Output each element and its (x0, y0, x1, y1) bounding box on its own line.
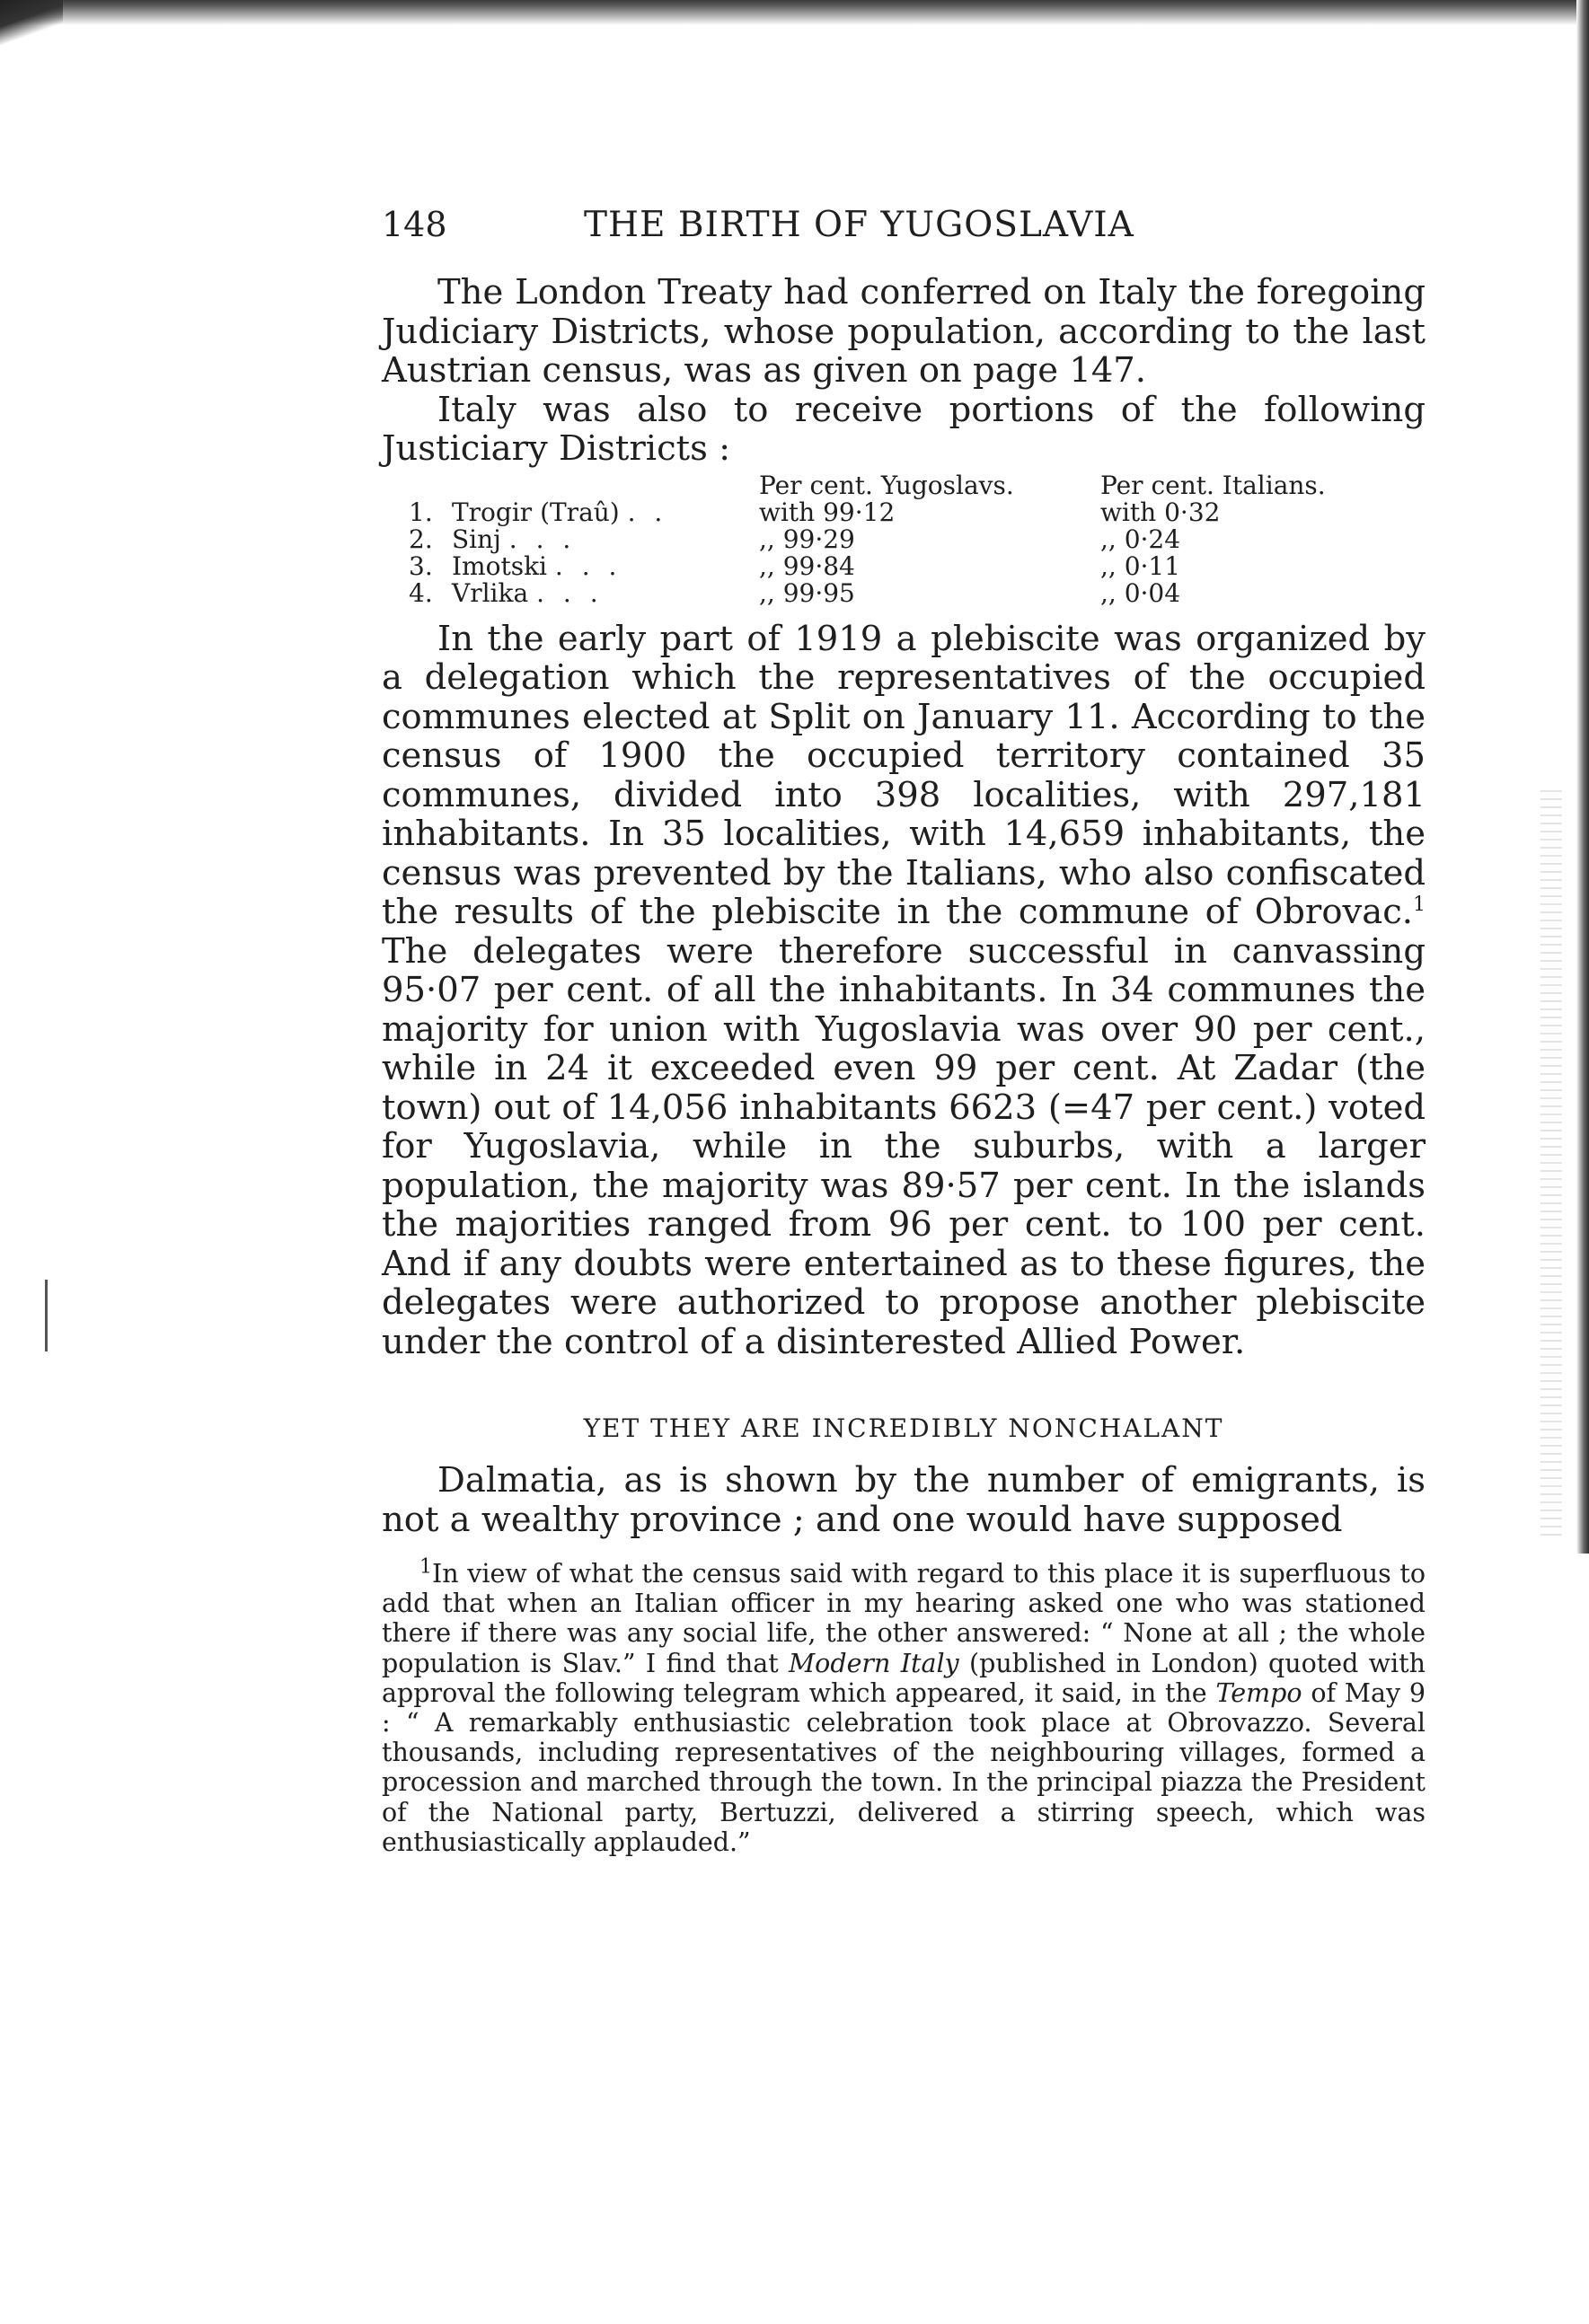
footnote-text-3: of May 9 : “ A remarkably enthusiastic celebration took place at Obrovazzo. Several thousands, including representatives of the neighbouring villages, formed a procession and marched through the town. In the principal piazza the President of the National party, Bertuzzi, delivered a stirring speech, which was enthusiastically applauded.” (382, 1677, 1426, 1857)
scan-margin-speckle (1540, 790, 1562, 1536)
table-header-blank (409, 472, 759, 499)
italian-percent: ,, 0·24 (1100, 524, 1181, 554)
leader-dots: . . (627, 497, 668, 527)
dalmatia-paragraph: Dalmatia, as is shown by the number of emigrants, is not a wealthy province ; and one would have supposed (382, 1460, 1426, 1540)
footnote-title-modern-italy: Modern Italy (788, 1648, 959, 1678)
district-name: Imotski (452, 550, 548, 581)
page-number: 148 (382, 205, 447, 244)
plebiscite-paragraph (382, 620, 1426, 1362)
table-row (409, 526, 1379, 553)
districts-table (409, 472, 1379, 607)
district-cell (409, 499, 759, 526)
footnote-title-tempo: Tempo (1215, 1677, 1302, 1708)
plebiscite-text-b: The delegates were therefore successful in canvassing 95·07 per cent. of all the inhabitants. In 34 communes the majority for union with Yugoslavia was over 90 per cent., while in 24 it exceeded even 99 per cent. At Zadar (the town) out of 14,056 inhabitants 6623 (=47 per cent.) voted for Yugoslavia, while in the suburbs, with a larger population, the majority was 89·57 per cent. In the islands the majorities ranged from 96 per cent. to 100 per cent. And if any doubts were entertained as to these figures, the delegates were authorized to propose another plebiscite under the control of a disinterested Allied Power. (382, 930, 1426, 1362)
intro-paragraph: The London Treaty had conferred on Italy the foregoing Judiciary Districts, whose population, according to the last Austrian census, was as given on page 147. (382, 272, 1426, 391)
scan-corner-shadow (0, 0, 63, 54)
table-row (409, 499, 1379, 526)
leader-dots: . . . (554, 550, 622, 581)
leader-dots: . . . (508, 524, 577, 554)
table-header-row (409, 472, 1379, 499)
row-number: 1. (409, 497, 433, 527)
italian-percent: ,, 0·11 (1100, 550, 1181, 581)
row-number: 2. (409, 524, 433, 554)
leader-dots: . . . (536, 577, 604, 608)
district-name: Sinj (452, 524, 501, 554)
district-cell (409, 577, 759, 608)
italian-percent: ,, 0·04 (1100, 577, 1181, 608)
yugoslav-percent: ,, 99·84 (759, 550, 855, 581)
table-row (409, 580, 1379, 607)
footnote-text-2: (published in London) quoted with approval the following telegram which appeared, it said, in the (382, 1648, 1426, 1708)
row-number: 4. (409, 577, 433, 608)
page-header (382, 198, 1426, 255)
row-number: 3. (409, 550, 433, 581)
plebiscite-text-a: In the early part of 1919 a plebiscite was organized by a delegation which the representatives of the occupied communes elected at Split on January 11. According to the census of 1900 the occupied territory contained 35 communes, divided into 398 localities, with 297,181 inhabitants. In 35 localities, with 14,659 inhabitants, the census was prevented by the Italians, who also confiscated the results of the plebiscite in the commune of Obrovac. (382, 618, 1426, 932)
scan-top-edge (0, 0, 1589, 25)
district-name: Vrlika (452, 577, 529, 608)
scan-left-mark (45, 1280, 48, 1351)
yugoslav-percent: with 99·12 (759, 497, 896, 527)
scan-right-edge (1576, 0, 1589, 1554)
table-row (409, 553, 1379, 580)
district-name: Trogir (Traû) (452, 497, 620, 527)
header-italians: Per cent. Italians. (1100, 470, 1326, 500)
running-head: THE BIRTH OF YUGOSLAVIA (584, 205, 1134, 245)
district-cell (409, 526, 759, 553)
yugoslav-percent: ,, 99·95 (759, 577, 855, 608)
district-cell (409, 550, 759, 581)
yugoslav-percent: ,, 99·29 (759, 524, 855, 554)
footnote-mark: 1 (419, 1555, 432, 1579)
footnote (382, 1555, 1426, 1857)
italian-percent: with 0·32 (1100, 497, 1221, 527)
section-heading: YET THEY ARE INCREDIBLY NONCHALANT (583, 1413, 1224, 1443)
footnote-reference[interactable]: 1 (1413, 894, 1426, 917)
header-yugoslavs: Per cent. Yugoslavs. (759, 470, 1014, 500)
second-paragraph: Italy was also to receive portions of the following Justiciary Districts : (382, 389, 1426, 469)
book-page (382, 198, 1426, 1857)
footnote-text-1: In view of what the census said with regard to this place it is superfluous to add that when an Italian officer in my hearing asked one who was stationed there if there was any social life, the other answered: “ None at all ; the whole population is Slav.” I find that (382, 1559, 1426, 1678)
